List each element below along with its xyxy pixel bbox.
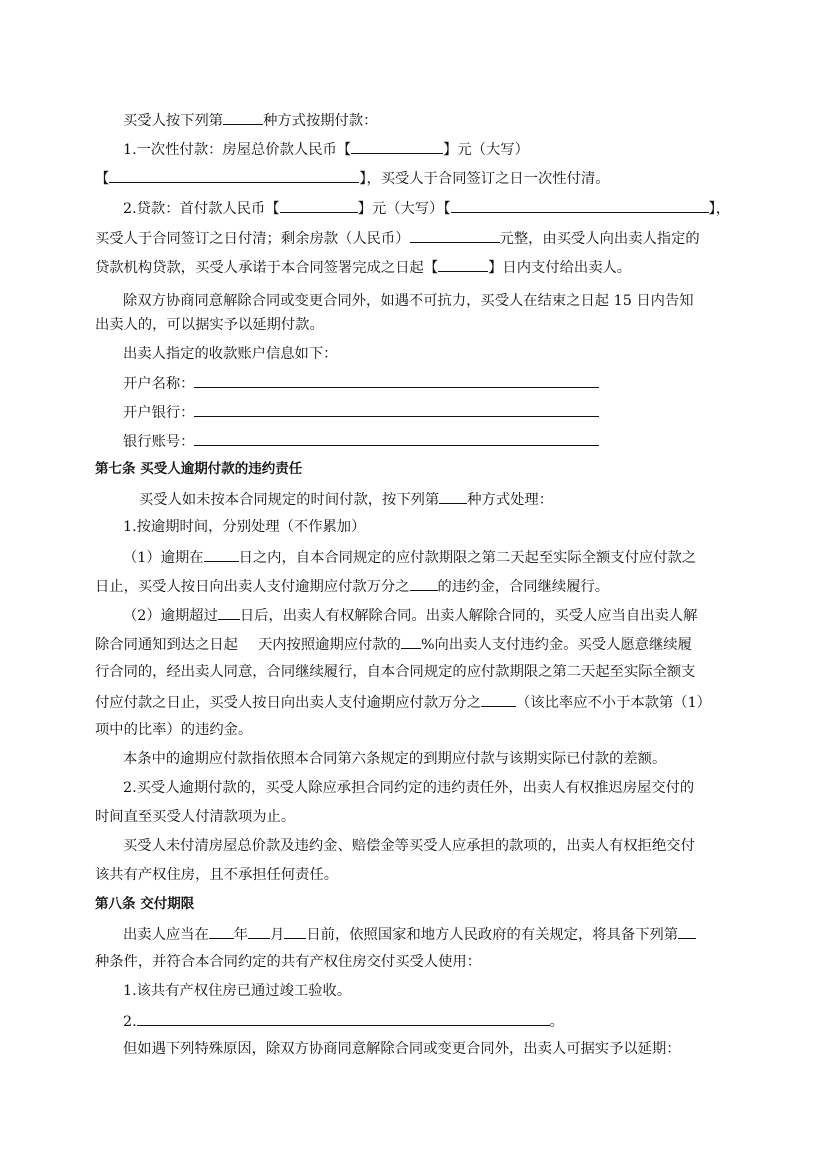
lump-sum-words-line: 【 】，买受人于合同签订之日一次性付清。 xyxy=(95,167,827,187)
blank-field[interactable] xyxy=(109,167,359,183)
blank-field[interactable] xyxy=(410,227,500,243)
paragraph-line: 本条中的逾期应付款指依照本合同第六条规定的到期应付款与该期实际已付款的差额。 xyxy=(123,751,667,767)
paragraph-line: 种条件，并符合本合同约定的共有产权住房交付买受人使用： xyxy=(95,954,482,970)
paragraph-line: 1.该共有产权住房已通过竣工验收。 xyxy=(123,983,352,999)
blank-month[interactable] xyxy=(248,923,270,939)
paragraph-line: 出卖人应当在 年 月 日前，依照国家和地方人民政府的有关规定，将具备下列第 xyxy=(123,923,827,943)
paragraph-line: 该共有产权住房，且不承担任何责任。 xyxy=(95,867,339,883)
blank-field[interactable] xyxy=(438,256,488,272)
account-name-line: 开户名称： xyxy=(123,372,827,392)
paragraph-line: 出卖人指定的收款账户信息如下： xyxy=(123,346,338,362)
paragraph-line: 除双方协商同意解除合同或变更合同外，如遇不可抗力，买受人在结束之日起 15 日内告知 xyxy=(123,293,694,309)
article-8-heading: 第八条 交付期限 xyxy=(95,896,195,912)
loan-days-line: 贷款机构贷款，买受人承诺于本合同签署完成之日起【 】日内支付给出卖人。 xyxy=(95,256,827,276)
paragraph-line: 1.按逾期时间，分别处理（不作累加） xyxy=(123,519,366,535)
blank-field[interactable] xyxy=(401,633,421,649)
paragraph-line: （2）逾期超过 日后，出卖人有权解除合同。出卖人解除合同的，买受人应当自出卖人解 xyxy=(123,604,827,624)
loan-line: 2.贷款：首付款人民币【 】元（大写）【 】， xyxy=(123,197,827,217)
account-bank-field[interactable] xyxy=(194,401,599,417)
account-number-field[interactable] xyxy=(194,430,599,446)
paragraph-line: 2. 。 xyxy=(123,1010,827,1030)
paragraph-line: 项中的比率）的违约金。 xyxy=(95,722,253,738)
paragraph-line: 时间直至买受人付清款项为止。 xyxy=(95,809,296,825)
paragraph-line: 除合同通知到达之日起 天内按照逾期应付款的 %向出卖人支付违约金。买受人愿意继续履 xyxy=(95,633,827,653)
blank-field[interactable] xyxy=(204,546,239,562)
paragraph-line: 但如遇下列特殊原因，除双方协商同意解除合同或变更合同外，出卖人可据实予以延期： xyxy=(123,1041,681,1057)
paragraph-line: 日止，买受人按日向出卖人支付逾期应付款万分之 的违约金，合同继续履行。 xyxy=(95,575,827,595)
blank-field[interactable] xyxy=(280,197,358,213)
paragraph-line: 买受人未付清房屋总价款及违约金、赔偿金等买受人应承担的款项的，出卖人有权拒绝交付 xyxy=(123,838,695,854)
account-number-line: 银行账号： xyxy=(123,430,827,450)
paragraph-line: 出卖人的，可以据实予以延期付款。 xyxy=(95,317,324,333)
paragraph-line: 2.买受人逾期付款的，买受人除应承担合同约定的违约责任外，出卖人有权推迟房屋交付的 xyxy=(123,780,695,796)
blank-year[interactable] xyxy=(209,923,234,939)
paragraph-line: （1）逾期在 日之内，自本合同规定的应付款期限之第二天起至实际全额支付应付款之 xyxy=(123,546,827,566)
blank-field[interactable] xyxy=(410,575,438,591)
blank-field[interactable] xyxy=(137,1010,550,1026)
payment-method-line: 买受人按下列第 种方式按期付款： xyxy=(123,109,827,129)
paragraph-line: 付应付款之日止，买受人按日向出卖人支付逾期应付款万分之 （该比率应不小于本款第（1） xyxy=(95,691,827,711)
blank-field[interactable] xyxy=(351,138,443,154)
paragraph-line: 行合同的，经出卖人同意，合同继续履行，自本合同规定的应付款期限之第二天起至实际全额支 xyxy=(95,664,696,680)
blank-field[interactable] xyxy=(223,109,263,125)
account-name-field[interactable] xyxy=(194,372,599,388)
blank-field[interactable] xyxy=(481,691,516,707)
paragraph-line: 买受人如未按本合同规定的时间付款，按下列第 种方式处理： xyxy=(139,488,827,508)
blank-day[interactable] xyxy=(284,923,306,939)
loan-remaining-line: 买受人于合同签订之日付清；剩余房款（人民币） 元整，由买受人向出卖人指定的 xyxy=(95,227,827,247)
article-7-heading: 第七条 买受人逾期付款的违约责任 xyxy=(95,461,303,477)
account-bank-line: 开户银行： xyxy=(123,401,827,421)
blank-field[interactable] xyxy=(439,488,467,504)
blank-field[interactable] xyxy=(218,604,240,620)
blank-field[interactable] xyxy=(678,923,696,939)
blank-field[interactable] xyxy=(451,197,709,213)
lump-sum-line: 1.一次性付款：房屋总价款人民币【 】元（大写） xyxy=(123,138,827,158)
